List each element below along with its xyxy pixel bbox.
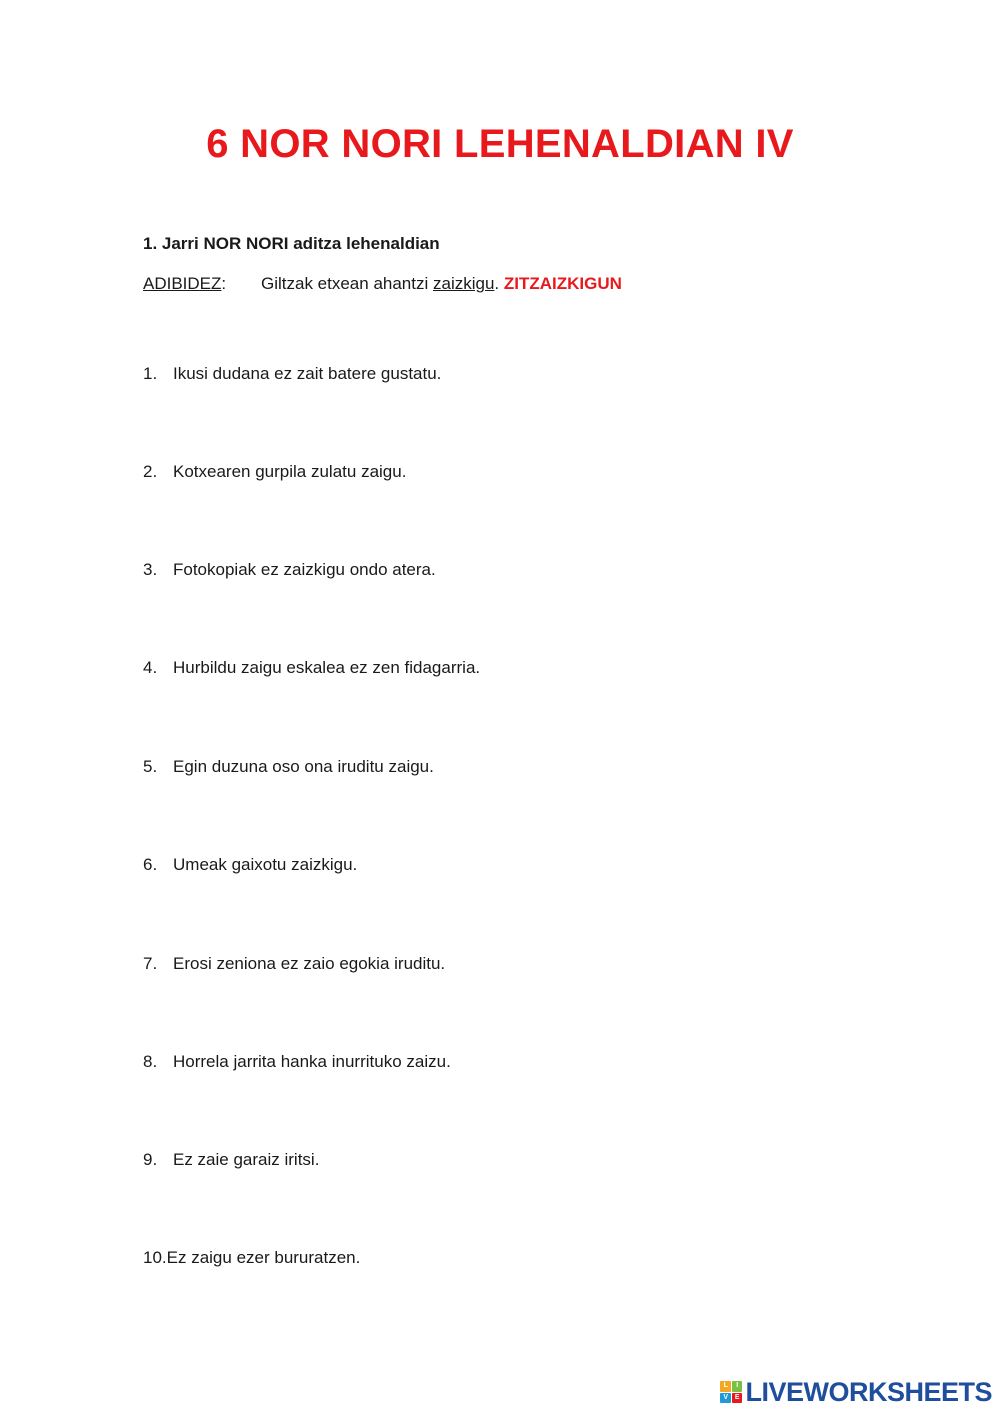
- example-row: [143, 274, 622, 294]
- exercise-item-1: [143, 364, 441, 384]
- item-number: 2.: [143, 462, 158, 481]
- item-number: 10.: [143, 1248, 167, 1267]
- item-text: Ez zaie garaiz iritsi.: [173, 1150, 320, 1169]
- example-sentence-start: Giltzak etxean ahantzi: [261, 274, 433, 293]
- exercise-item-6: [143, 855, 357, 875]
- example-underlined-verb: zaizkigu: [432, 274, 495, 293]
- exercise-item-9: [143, 1150, 319, 1170]
- page-title: 6 NOR NORI LEHENALDIAN IV: [206, 122, 794, 166]
- item-text: Hurbildu zaigu eskalea ez zen fidagarria.: [173, 658, 481, 677]
- exercise-item-7: [143, 954, 445, 974]
- item-text: Ez zaigu ezer bururatzen.: [166, 1248, 361, 1267]
- logo-tile: V: [720, 1393, 731, 1404]
- item-text: Ikusi dudana ez zait batere gustatu.: [173, 364, 442, 383]
- example-sentence: [261, 274, 622, 294]
- item-number: 1.: [143, 364, 158, 383]
- item-text: Kotxearen gurpila zulatu zaigu.: [173, 462, 407, 481]
- item-number: 9.: [143, 1150, 158, 1169]
- example-label: ADIBIDEZ: [143, 274, 222, 293]
- example-sentence-end: .: [494, 274, 500, 293]
- exercise-item-5: [143, 757, 434, 777]
- item-text: Egin duzuna oso ona iruditu zaigu.: [173, 757, 434, 776]
- exercise-item-4: [143, 658, 480, 678]
- logo-tile: E: [732, 1393, 743, 1404]
- item-text: Fotokopiak ez zaizkigu ondo atera.: [173, 560, 436, 579]
- item-text: Umeak gaixotu zaizkigu.: [173, 855, 358, 874]
- exercise-item-2: [143, 462, 406, 482]
- section-heading: 1. Jarri NOR NORI aditza lehenaldian: [143, 234, 440, 253]
- item-text: Erosi zeniona ez zaio egokia iruditu.: [173, 954, 446, 973]
- logo-text: LIVEWORKSHEETS: [745, 1376, 992, 1407]
- example-label-suffix: :: [221, 274, 227, 293]
- item-number: 3.: [143, 560, 158, 579]
- item-number: 4.: [143, 658, 158, 677]
- exercise-item-10: [143, 1248, 360, 1268]
- item-text: Horrela jarrita hanka inurrituko zaizu.: [173, 1052, 451, 1071]
- item-number: 8.: [143, 1052, 158, 1071]
- item-number: 7.: [143, 954, 158, 973]
- item-number: 6.: [143, 855, 158, 874]
- logo-tile: I: [732, 1381, 743, 1392]
- liveworksheets-logo[interactable]: [720, 1377, 992, 1407]
- logo-tile: L: [720, 1381, 731, 1392]
- logo-tiles-icon: [720, 1381, 742, 1403]
- item-number: 5.: [143, 757, 158, 776]
- example-answer: ZITZAIZKIGUN: [503, 274, 622, 293]
- exercise-item-3: [143, 560, 436, 580]
- exercise-item-8: [143, 1052, 451, 1072]
